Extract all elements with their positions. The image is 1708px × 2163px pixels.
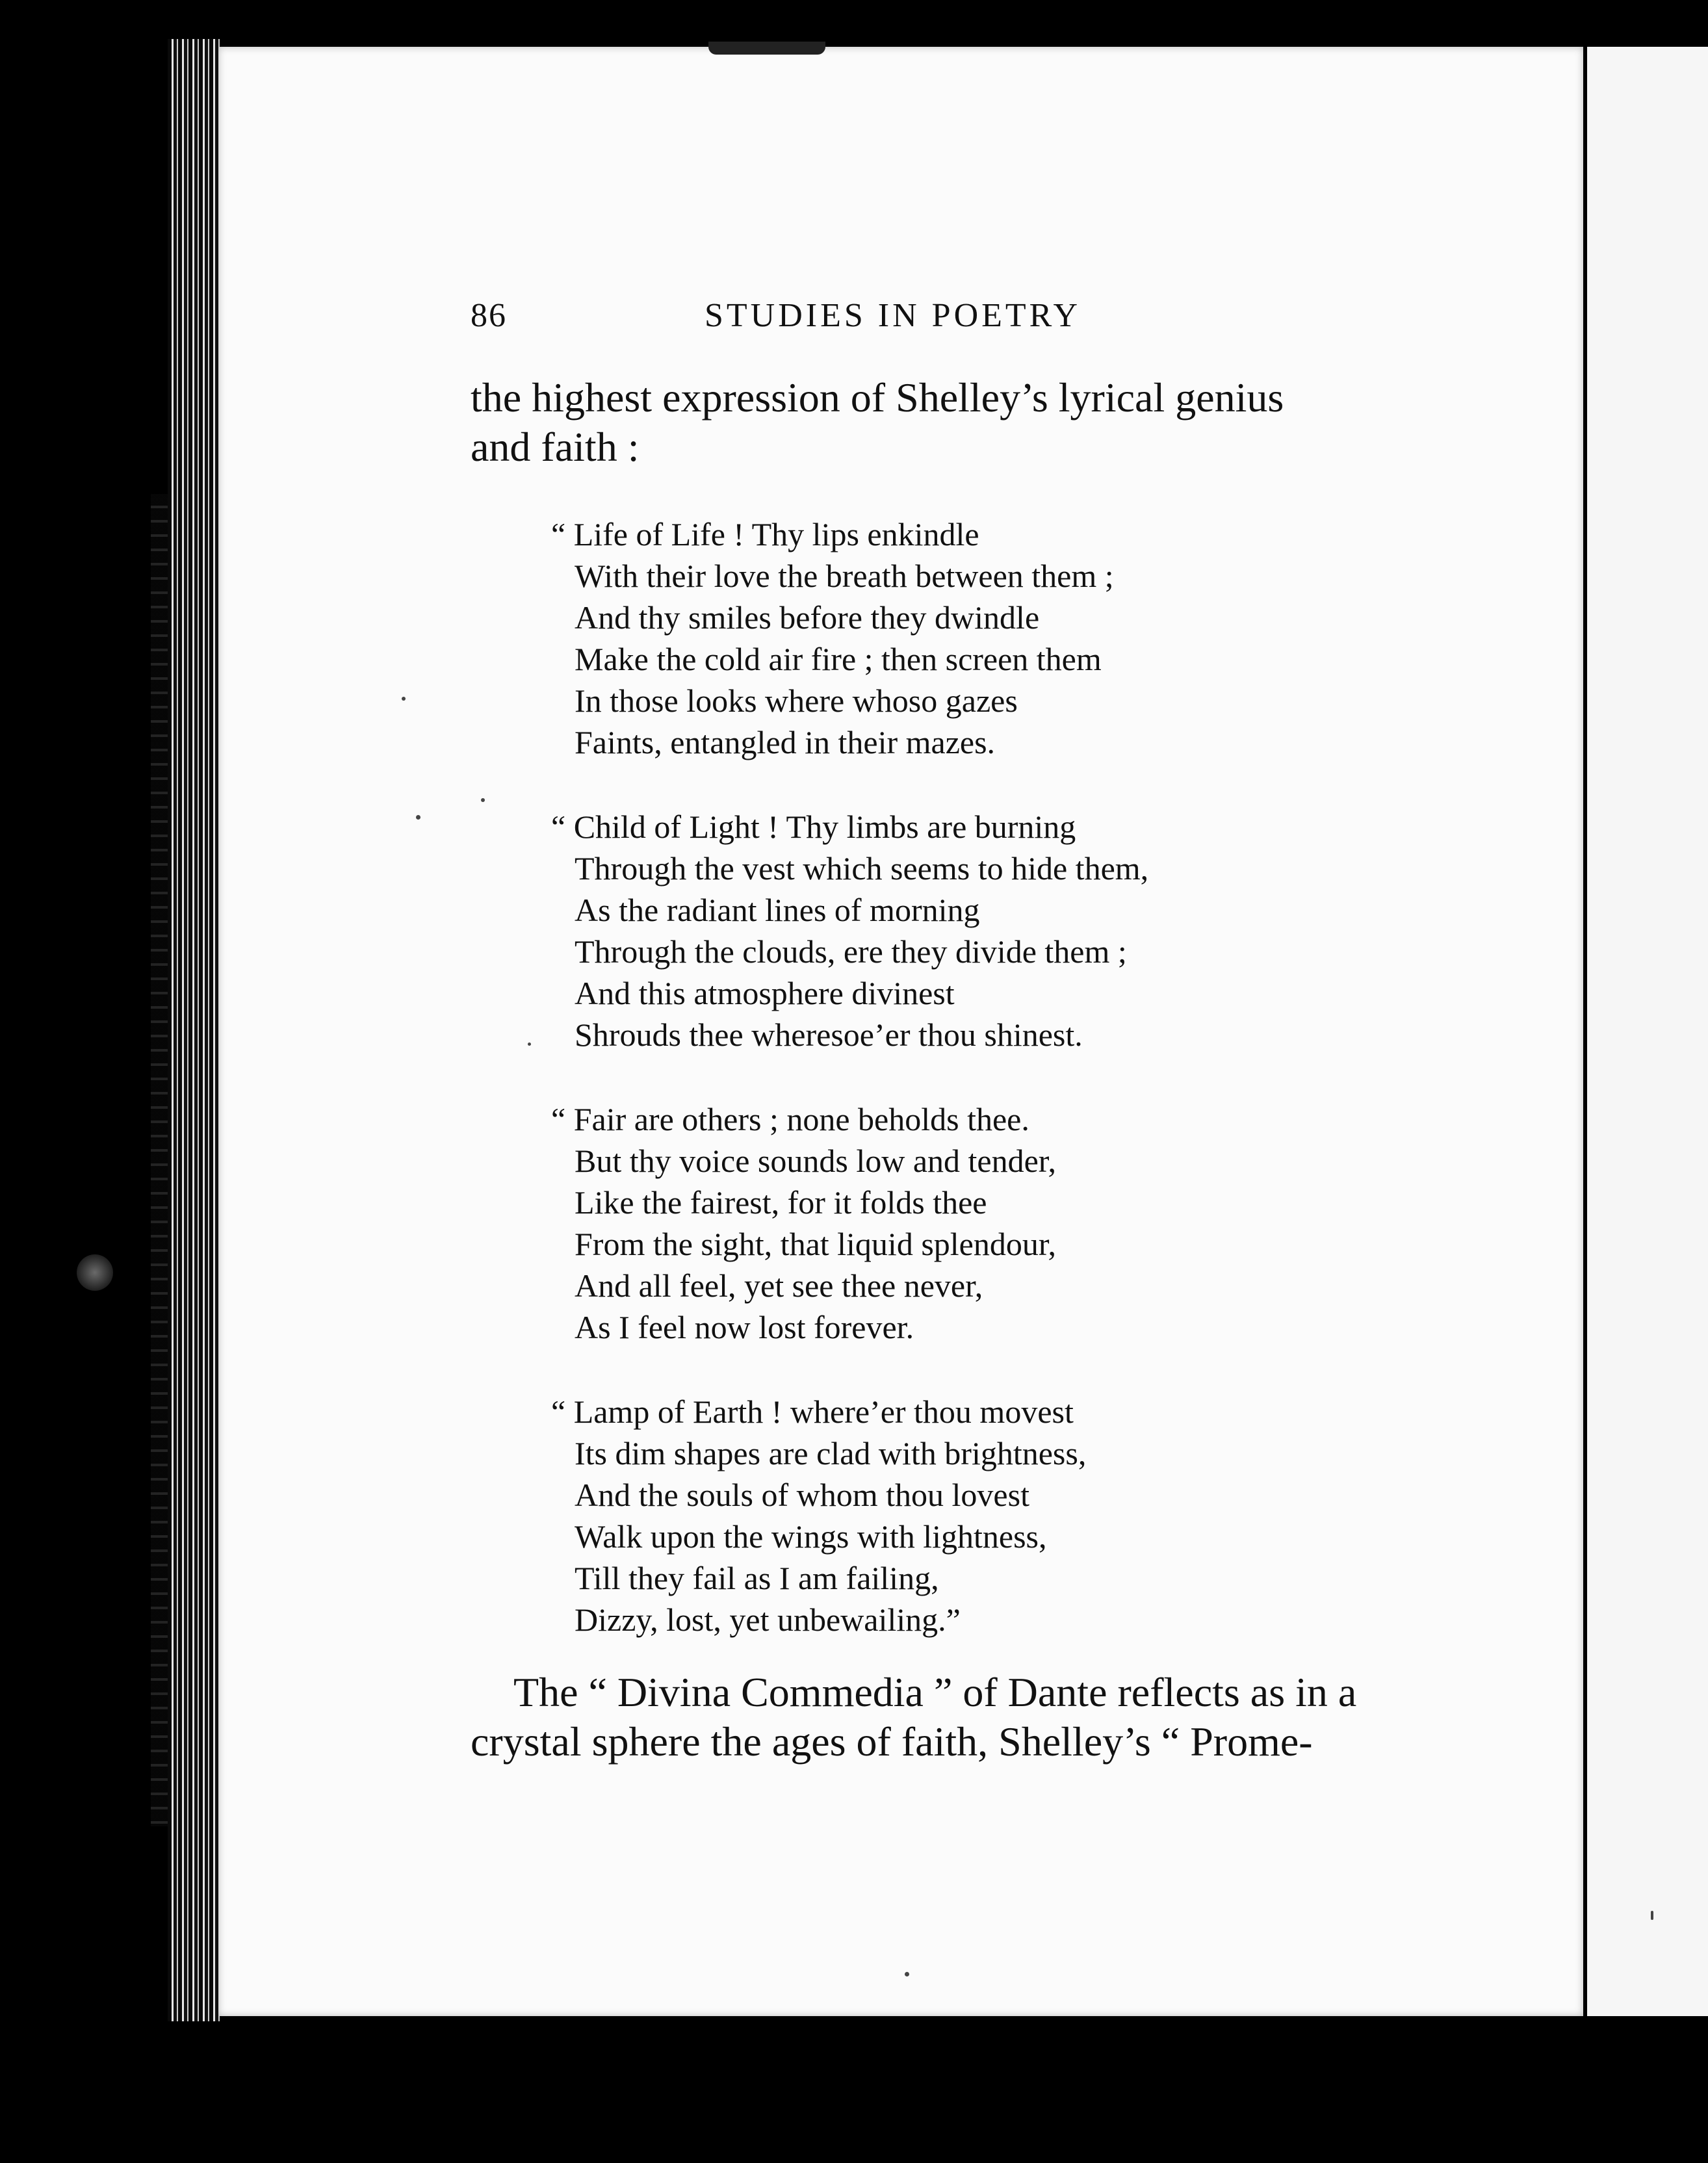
verse-line: Through the vest which seems to hide them, bbox=[575, 850, 1149, 887]
text-line: The “ Divina Commedia ” of Dante reflects as in a bbox=[513, 1669, 1357, 1715]
book-page-edges bbox=[168, 39, 220, 2021]
speck bbox=[481, 798, 485, 802]
stanza bbox=[551, 1391, 1318, 1640]
verse-line: “ Lamp of Earth ! where’er thou movest bbox=[551, 1393, 1074, 1430]
closing-paragraph bbox=[471, 1668, 1393, 1767]
verse-line: Like the fairest, for it folds thee bbox=[575, 1184, 987, 1221]
verse-line: Faints, entangled in their mazes. bbox=[575, 724, 996, 760]
verse-line: Its dim shapes are clad with brightness, bbox=[575, 1435, 1087, 1471]
verse-line: As I feel now lost forever. bbox=[575, 1309, 914, 1345]
verse-line: And thy smiles before they dwindle bbox=[575, 599, 1040, 636]
verse-line: And all feel, yet see thee never, bbox=[575, 1267, 983, 1304]
running-head bbox=[471, 296, 1146, 342]
speck bbox=[1651, 1911, 1653, 1920]
speck bbox=[402, 697, 406, 701]
verse-line: Through the clouds, ere they divide them ; bbox=[575, 933, 1127, 970]
stanza bbox=[551, 1098, 1318, 1348]
intro-paragraph bbox=[471, 373, 1393, 472]
poem-quotation bbox=[551, 513, 1318, 1683]
text-line: and faith : bbox=[471, 424, 640, 470]
stanza bbox=[551, 513, 1318, 763]
scan-artifact bbox=[77, 1254, 113, 1291]
facing-page-strip bbox=[1587, 47, 1708, 2016]
page-number: 86 bbox=[471, 297, 507, 334]
verse-line: And this atmosphere divinest bbox=[575, 975, 955, 1011]
speck bbox=[905, 1972, 909, 1976]
verse-line: As the radiant lines of morning bbox=[575, 892, 980, 928]
stanza bbox=[551, 806, 1318, 1056]
verse-line: Walk upon the wings with lightness, bbox=[575, 1518, 1047, 1555]
top-binding-mark bbox=[708, 42, 825, 55]
verse-line: With their love the breath between them ; bbox=[575, 558, 1114, 594]
verse-line: Dizzy, lost, yet unbewailing.” bbox=[575, 1601, 961, 1638]
verse-line: In those looks where whoso gazes bbox=[575, 682, 1018, 719]
speck bbox=[416, 815, 421, 820]
verse-line: “ Life of Life ! Thy lips enkindle bbox=[551, 516, 979, 552]
verse-line: Make the cold air fire ; then screen them bbox=[575, 641, 1102, 677]
text-line: the highest expression of Shelley’s lyrical genius bbox=[471, 374, 1284, 421]
verse-line: “ Child of Light ! Thy limbs are burning bbox=[551, 809, 1076, 845]
verse-line: And the souls of whom thou lovest bbox=[575, 1477, 1029, 1513]
speck bbox=[528, 1043, 531, 1046]
verse-line: But thy voice sounds low and tender, bbox=[575, 1143, 1056, 1179]
running-title: STUDIES IN POETRY bbox=[705, 297, 1081, 334]
verse-line: Shrouds thee wheresoe’er thou shinest. bbox=[575, 1017, 1083, 1053]
text-line: crystal sphere the ages of faith, Shelley’s “ Prome- bbox=[471, 1718, 1313, 1765]
verse-line: Till they fail as I am failing, bbox=[575, 1560, 939, 1596]
verse-line: From the sight, that liquid splendour, bbox=[575, 1226, 1057, 1262]
verse-line: “ Fair are others ; none beholds thee. bbox=[551, 1101, 1029, 1137]
